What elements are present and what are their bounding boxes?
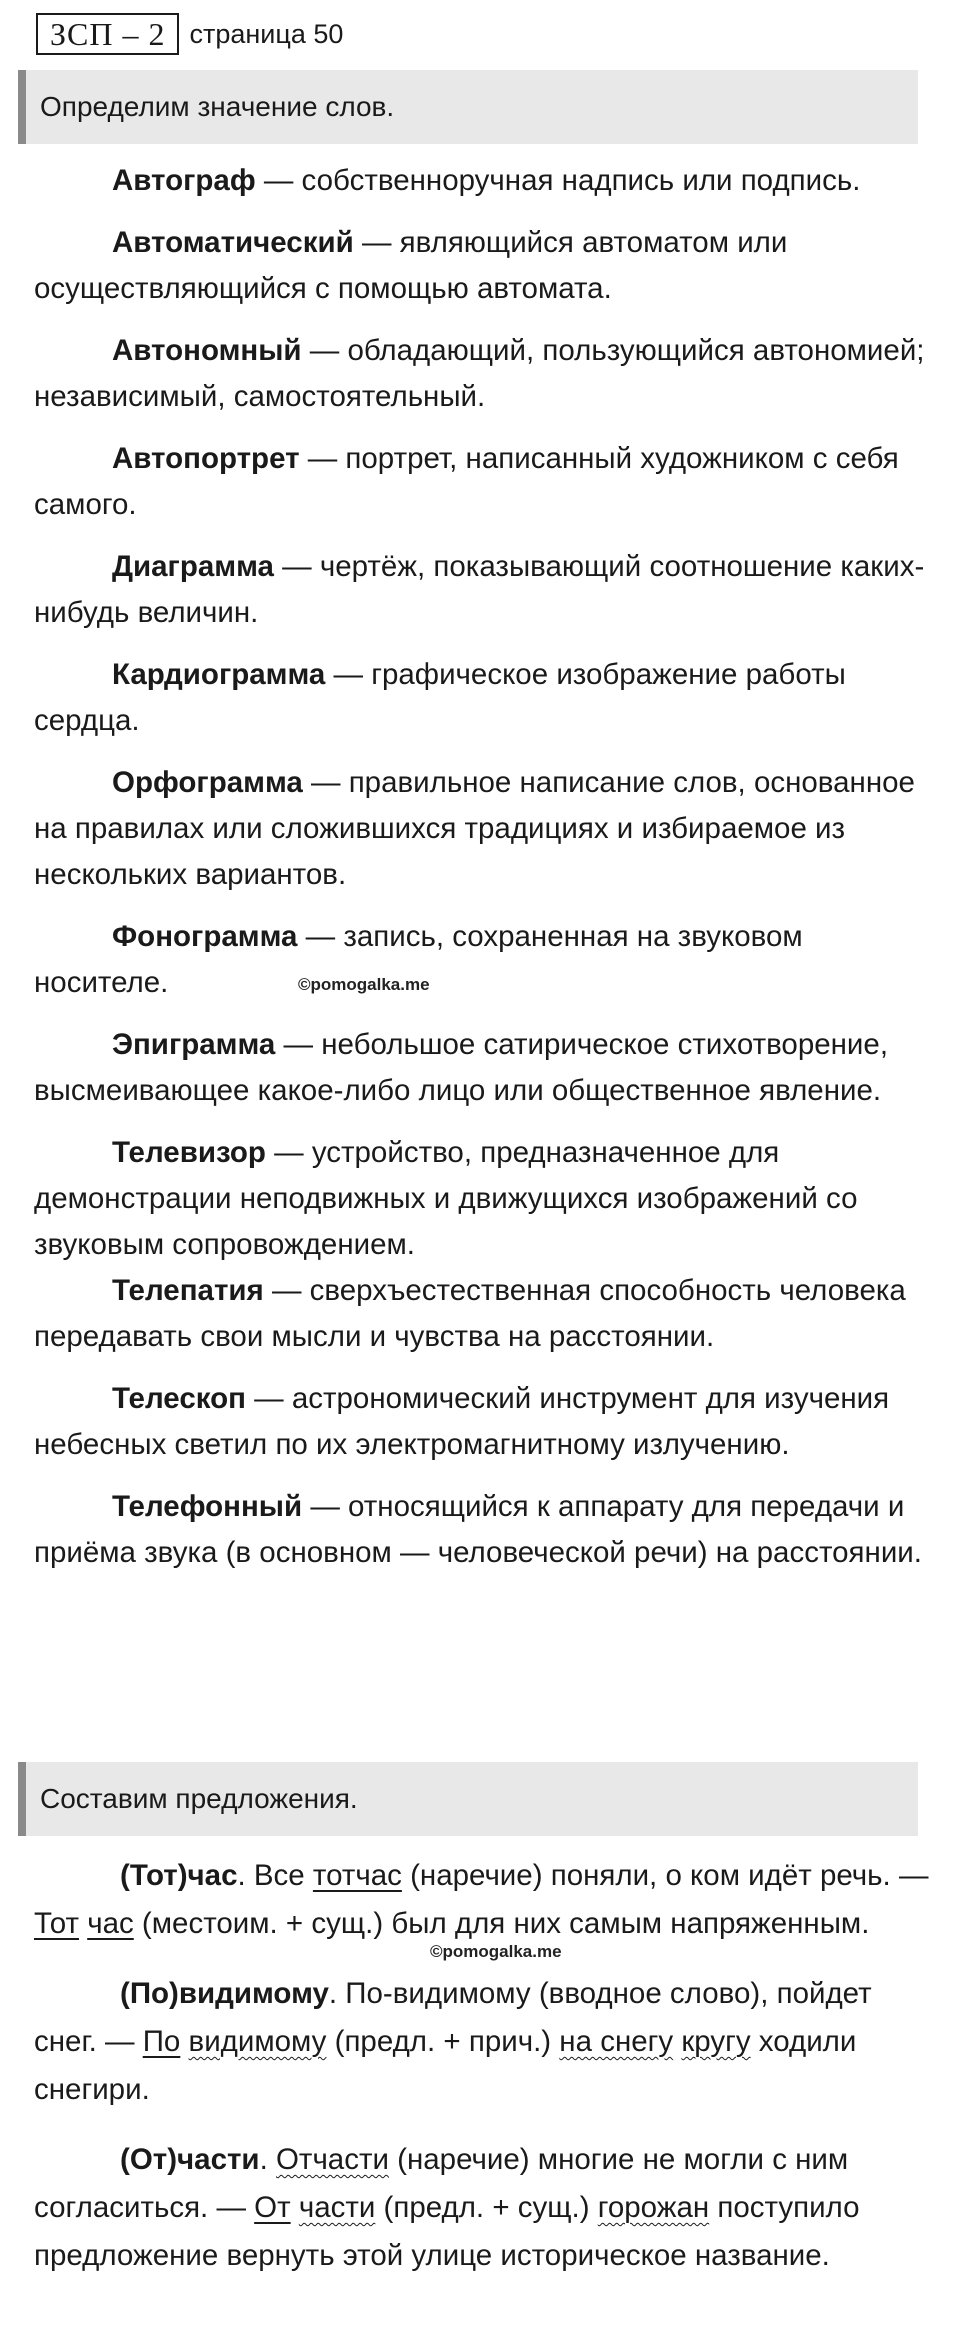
definition-text: — астрономический инструмент для изучения небесных светил по их электромагнитному излучению. [34,1382,890,1461]
sentence-text: поступило предложение вернуть этой улице историческое название. [34,2191,860,2272]
definition-text: — запись, сохраненная на звуковом носителе. [34,920,803,999]
page-number-label: страница 50 [189,18,344,49]
definition-term: Телевизор [112,1136,266,1169]
sentence-text: . Все [237,1859,313,1892]
sentence-entry [34,2136,939,2280]
section-heading-sentences [18,1762,918,1836]
underlined-word: части [298,2191,376,2224]
definition-entry [34,220,934,312]
section-heading-text: Определим значение слов. [40,91,395,122]
definition-term: Телепатия [112,1274,264,1307]
definition-entry [34,544,934,636]
definition-text: — чертёж, показывающий соотношение каких-нибудь величин. [34,550,925,629]
definition-entry [34,652,934,744]
definition-entry [34,1130,934,1268]
definition-text: — небольшое сатирическое стихотворение, высмеивающее какое-либо лицо или общественное явление. [34,1028,889,1107]
definition-term: Орфограмма [112,766,303,799]
definition-term: Автограф [112,164,256,197]
sentence-text: . [259,2143,276,2176]
definition-text: — портрет, написанный художником с себя самого. [34,442,899,521]
sentence-text [291,2191,299,2224]
definition-text: — относящийся к аппарату для передачи и приёма звука (в основном — человеческой речи) на расстоянии. [34,1490,922,1569]
sentence-text: (предл. + сущ.) [375,2191,598,2224]
sentence-entry [34,1852,939,1948]
underlined-word: час [87,1907,134,1940]
underlined-word: видимому [188,2025,327,2058]
sentence-text [79,1907,87,1940]
sentence-text: (наречие) многие не могли с ним согласиться. — [34,2143,849,2224]
underlined-word: кругу [681,2025,751,2058]
definition-text: — устройство, предназначенное для демонстрации неподвижных и движущихся изображений со звуковым сопровождением. [34,1136,858,1261]
sentence-text [180,2025,188,2058]
definition-entry [34,760,934,898]
definitions-list [34,158,934,1592]
sentence-text: (предл. + прич.) [326,2025,560,2058]
sentence-entry [34,1970,939,2114]
underlined-word: От [254,2191,291,2224]
definition-text: — правильное написание слов, основанное на правилах или сложившихся традициях и избираемое из нескольких вариантов. [34,766,915,891]
section-heading-text: Составим предложения. [40,1783,358,1814]
book-code: ЗСП – 2 [36,13,179,55]
sentence-key: (По)видимому [120,1977,329,2010]
sentence-text: ходили снегири. [34,2025,857,2106]
definition-entry [34,1268,934,1360]
definition-entry [34,914,934,1006]
definition-term: Автономный [112,334,302,367]
section-heading-definitions [18,70,918,144]
definition-text: — собственноручная надпись или подпись. [255,164,861,197]
definition-entry [34,1484,934,1576]
watermark: ©pomogalka.me [298,975,430,994]
page-header [36,12,343,56]
sentence-text: (местоим. + сущ.) был для них самым напряженным. [133,1907,870,1940]
sentence-key: (От)части [120,2143,260,2176]
sentence-text: (наречие) поняли, о ком идёт речь. — [401,1859,929,1892]
definition-term: Телефонный [112,1490,303,1523]
definition-text: — графическое изображение работы сердца. [34,658,846,737]
definition-term: Диаграмма [112,550,274,583]
definition-term: Телескоп [112,1382,246,1415]
definition-term: Автопортрет [112,442,300,475]
underlined-word: Отчасти [275,2143,389,2176]
sentence-text: . По-видимому (вводное слово), пойдет снег. — [34,1977,872,2058]
watermark: ©pomogalka.me [430,1942,562,1961]
underlined-word: Тот [34,1907,79,1940]
definition-text: — сверхъестественная способность человека передавать свои мысли и чувства на расстоянии. [34,1274,906,1353]
definition-entry [34,158,934,204]
definition-term: Автоматический [112,226,354,259]
definition-entry [34,1022,934,1114]
definition-entry [34,436,934,528]
sentences-list [34,1852,939,2302]
underlined-word: горожан [597,2191,710,2224]
underlined-word: По [142,2025,181,2058]
definition-text: — обладающий, пользующийся автономией; независимый, самостоятельный. [34,334,925,413]
definition-text: — являющийся автоматом или осуществляющийся с помощью автомата. [34,226,788,305]
definition-entry [34,1376,934,1468]
definition-term: Эпиграмма [112,1028,276,1061]
definition-term: Фонограмма [112,920,298,953]
definition-entry [34,328,934,420]
definition-term: Кардиограмма [112,658,326,691]
underlined-word: тотчас [312,1859,402,1892]
sentence-key: (Тот)час [120,1859,238,1892]
underlined-word: на снегу [559,2025,674,2058]
